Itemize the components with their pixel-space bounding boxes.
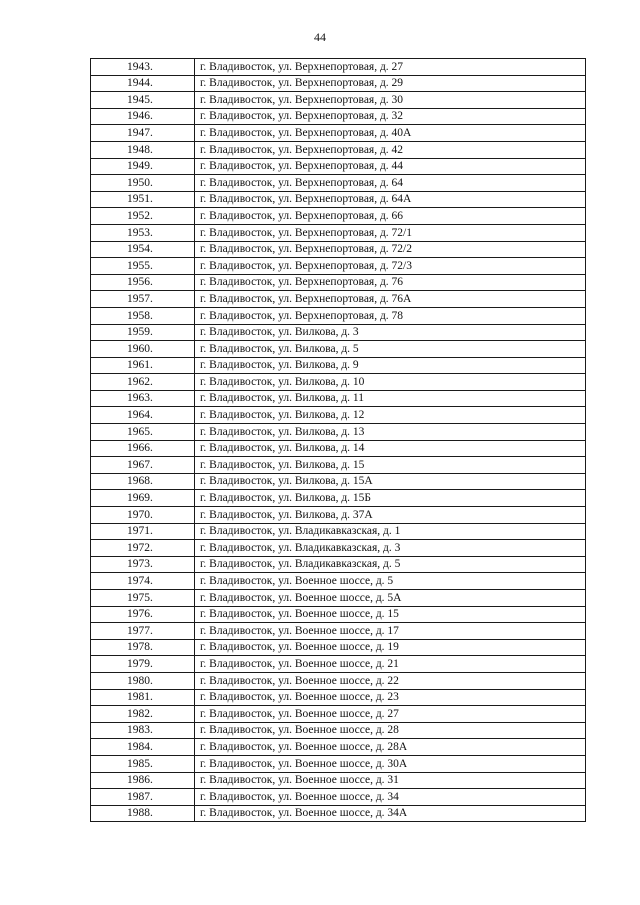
row-address: г. Владивосток, ул. Военное шоссе, д. 30А <box>195 755 586 772</box>
row-number: 1987. <box>91 789 195 806</box>
row-number: 1946. <box>91 108 195 125</box>
row-address: г. Владивосток, ул. Вилкова, д. 37А <box>195 507 586 524</box>
row-address: г. Владивосток, ул. Вилкова, д. 13 <box>195 424 586 441</box>
row-number: 1967. <box>91 457 195 474</box>
row-number: 1958. <box>91 307 195 324</box>
row-number: 1957. <box>91 291 195 308</box>
row-address: г. Владивосток, ул. Военное шоссе, д. 21 <box>195 656 586 673</box>
row-address: г. Владивосток, ул. Верхнепортовая, д. 42 <box>195 141 586 158</box>
row-address: г. Владивосток, ул. Верхнепортовая, д. 66 <box>195 208 586 225</box>
address-table <box>90 58 586 822</box>
row-number: 1954. <box>91 241 195 258</box>
row-address: г. Владивосток, ул. Верхнепортовая, д. 72/3 <box>195 258 586 275</box>
row-number: 1964. <box>91 407 195 424</box>
row-number: 1948. <box>91 141 195 158</box>
table-row <box>91 390 586 407</box>
row-address: г. Владивосток, ул. Военное шоссе, д. 23 <box>195 689 586 706</box>
table-row <box>91 175 586 192</box>
row-number: 1988. <box>91 805 195 822</box>
row-number: 1974. <box>91 573 195 590</box>
address-table-body <box>91 59 586 822</box>
row-address: г. Владивосток, ул. Военное шоссе, д. 34А <box>195 805 586 822</box>
row-number: 1976. <box>91 606 195 623</box>
row-address: г. Владивосток, ул. Верхнепортовая, д. 64А <box>195 191 586 208</box>
row-address: г. Владивосток, ул. Военное шоссе, д. 28А <box>195 739 586 756</box>
row-address: г. Владивосток, ул. Военное шоссе, д. 27 <box>195 706 586 723</box>
row-number: 1973. <box>91 556 195 573</box>
table-row <box>91 158 586 175</box>
row-number: 1945. <box>91 92 195 109</box>
row-number: 1965. <box>91 424 195 441</box>
table-row <box>91 208 586 225</box>
table-row <box>91 108 586 125</box>
page-number: 44 <box>314 30 326 44</box>
table-row <box>91 307 586 324</box>
table-row <box>91 722 586 739</box>
row-number: 1977. <box>91 623 195 640</box>
row-number: 1961. <box>91 357 195 374</box>
table-row <box>91 590 586 607</box>
row-number: 1970. <box>91 507 195 524</box>
row-address: г. Владивосток, ул. Военное шоссе, д. 31 <box>195 772 586 789</box>
row-number: 1982. <box>91 706 195 723</box>
row-number: 1944. <box>91 75 195 92</box>
row-number: 1968. <box>91 473 195 490</box>
row-number: 1981. <box>91 689 195 706</box>
table-row <box>91 141 586 158</box>
row-address: г. Владивосток, ул. Военное шоссе, д. 19 <box>195 639 586 656</box>
row-number: 1953. <box>91 224 195 241</box>
row-number: 1969. <box>91 490 195 507</box>
table-row <box>91 224 586 241</box>
table-row <box>91 258 586 275</box>
row-number: 1947. <box>91 125 195 142</box>
row-address: г. Владивосток, ул. Вилкова, д. 5 <box>195 341 586 358</box>
row-address: г. Владивосток, ул. Верхнепортовая, д. 44 <box>195 158 586 175</box>
row-address: г. Владивосток, ул. Вилкова, д. 9 <box>195 357 586 374</box>
row-address: г. Владивосток, ул. Верхнепортовая, д. 40А <box>195 125 586 142</box>
table-row <box>91 341 586 358</box>
row-address: г. Владивосток, ул. Верхнепортовая, д. 29 <box>195 75 586 92</box>
table-row <box>91 125 586 142</box>
row-address: г. Владивосток, ул. Верхнепортовая, д. 27 <box>195 59 586 76</box>
table-row <box>91 623 586 640</box>
table-row <box>91 739 586 756</box>
table-row <box>91 490 586 507</box>
row-number: 1978. <box>91 639 195 656</box>
row-number: 1960. <box>91 341 195 358</box>
table-row <box>91 706 586 723</box>
table-row <box>91 191 586 208</box>
row-number: 1943. <box>91 59 195 76</box>
row-address: г. Владивосток, ул. Военное шоссе, д. 15 <box>195 606 586 623</box>
table-row <box>91 59 586 76</box>
table-row <box>91 357 586 374</box>
table-row <box>91 291 586 308</box>
table-row <box>91 523 586 540</box>
row-address: г. Владивосток, ул. Вилкова, д. 12 <box>195 407 586 424</box>
row-address: г. Владивосток, ул. Верхнепортовая, д. 72/2 <box>195 241 586 258</box>
table-row <box>91 789 586 806</box>
row-number: 1972. <box>91 540 195 557</box>
row-address: г. Владивосток, ул. Вилкова, д. 11 <box>195 390 586 407</box>
row-number: 1984. <box>91 739 195 756</box>
row-address: г. Владивосток, ул. Военное шоссе, д. 28 <box>195 722 586 739</box>
table-row <box>91 772 586 789</box>
row-address: г. Владивосток, ул. Верхнепортовая, д. 78 <box>195 307 586 324</box>
row-address: г. Владивосток, ул. Вилкова, д. 15 <box>195 457 586 474</box>
row-address: г. Владивосток, ул. Верхнепортовая, д. 72/1 <box>195 224 586 241</box>
row-address: г. Владивосток, ул. Военное шоссе, д. 17 <box>195 623 586 640</box>
row-number: 1952. <box>91 208 195 225</box>
row-number: 1959. <box>91 324 195 341</box>
row-address: г. Владивосток, ул. Владикавказская, д. 5 <box>195 556 586 573</box>
table-row <box>91 324 586 341</box>
row-address: г. Владивосток, ул. Верхнепортовая, д. 32 <box>195 108 586 125</box>
row-address: г. Владивосток, ул. Военное шоссе, д. 34 <box>195 789 586 806</box>
row-address: г. Владивосток, ул. Верхнепортовая, д. 30 <box>195 92 586 109</box>
row-address: г. Владивосток, ул. Военное шоссе, д. 5 <box>195 573 586 590</box>
table-row <box>91 274 586 291</box>
table-row <box>91 241 586 258</box>
row-number: 1962. <box>91 374 195 391</box>
table-row <box>91 606 586 623</box>
table-row <box>91 374 586 391</box>
table-row <box>91 805 586 822</box>
row-address: г. Владивосток, ул. Верхнепортовая, д. 64 <box>195 175 586 192</box>
row-number: 1971. <box>91 523 195 540</box>
row-address: г. Владивосток, ул. Вилкова, д. 3 <box>195 324 586 341</box>
row-address: г. Владивосток, ул. Верхнепортовая, д. 76 <box>195 274 586 291</box>
table-row <box>91 656 586 673</box>
table-row <box>91 457 586 474</box>
row-number: 1980. <box>91 672 195 689</box>
row-address: г. Владивосток, ул. Вилкова, д. 14 <box>195 440 586 457</box>
table-row <box>91 755 586 772</box>
row-number: 1983. <box>91 722 195 739</box>
row-number: 1985. <box>91 755 195 772</box>
row-number: 1956. <box>91 274 195 291</box>
table-row <box>91 556 586 573</box>
row-number: 1955. <box>91 258 195 275</box>
table-row <box>91 424 586 441</box>
row-number: 1975. <box>91 590 195 607</box>
row-number: 1986. <box>91 772 195 789</box>
row-address: г. Владивосток, ул. Вилкова, д. 10 <box>195 374 586 391</box>
row-address: г. Владивосток, ул. Вилкова, д. 15Б <box>195 490 586 507</box>
table-row <box>91 75 586 92</box>
table-row <box>91 573 586 590</box>
row-number: 1950. <box>91 175 195 192</box>
table-row <box>91 689 586 706</box>
row-number: 1966. <box>91 440 195 457</box>
table-row <box>91 92 586 109</box>
row-number: 1949. <box>91 158 195 175</box>
row-address: г. Владивосток, ул. Владикавказская, д. 1 <box>195 523 586 540</box>
row-address: г. Владивосток, ул. Верхнепортовая, д. 76А <box>195 291 586 308</box>
table-row <box>91 407 586 424</box>
table-row <box>91 639 586 656</box>
row-address: г. Владивосток, ул. Вилкова, д. 15А <box>195 473 586 490</box>
table-row <box>91 540 586 557</box>
row-number: 1963. <box>91 390 195 407</box>
table-row <box>91 473 586 490</box>
table-row <box>91 507 586 524</box>
row-number: 1979. <box>91 656 195 673</box>
row-address: г. Владивосток, ул. Военное шоссе, д. 22 <box>195 672 586 689</box>
row-number: 1951. <box>91 191 195 208</box>
row-address: г. Владивосток, ул. Владикавказская, д. 3 <box>195 540 586 557</box>
table-row <box>91 440 586 457</box>
row-address: г. Владивосток, ул. Военное шоссе, д. 5А <box>195 590 586 607</box>
table-row <box>91 672 586 689</box>
